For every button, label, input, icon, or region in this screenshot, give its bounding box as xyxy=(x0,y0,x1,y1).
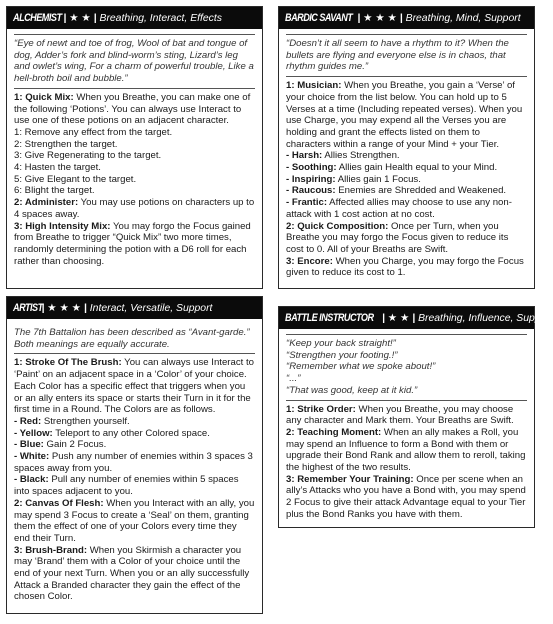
ability-line: - Raucous: Enemies are Shredded and Weakened. xyxy=(286,185,507,197)
ability-line: - Soothing: Allies gain Health equal to your Mind. xyxy=(286,162,498,174)
card-quote: “Keep your back straight!” “Strengthen your footing.!” “Remember what we spoke about!” “...” “That was good, keep at it kid.” xyxy=(286,334,527,401)
ability-line: 3: Remember Your Training: Once per scene when an ally’s Attacks who you have a Bond with, you may spend 2 Focus to give their attack Advantage equal to your Tier plus the Bond Ranks you have with them. xyxy=(286,473,526,520)
ability-line: 1: Remove any effect from the target. xyxy=(14,126,173,138)
ability-line: 5: Give Elegant to the target. xyxy=(14,173,137,185)
ability-line: 2: Strengthen the target. xyxy=(14,138,118,150)
card-name: BATTLE INSTRUCTOR xyxy=(285,312,374,324)
card-rank: | ★ ★ | xyxy=(63,13,97,24)
card-artist xyxy=(6,296,263,614)
card-tags: Breathing, Influence, Support xyxy=(418,312,553,324)
card-alchemist xyxy=(6,6,263,289)
ability-line: 3: Encore: When you Charge, you may forgo the Focus given to reduce its cost to 1. xyxy=(286,255,524,279)
ability-line: 2: Administer: You may use potions on characters up to 4 spaces away. xyxy=(14,197,255,220)
ability-line: - Red: Strengthen yourself. xyxy=(14,415,130,427)
ability-line: 2: Quick Composition: Once per Turn, when you Breathe you may forgo the Focus given to reduce its cost to 0. All of your Breaths are Swift. xyxy=(286,220,509,255)
card-rank: | ★ ★ | xyxy=(382,313,416,324)
ability-line: 3: Give Regenerating to the target. xyxy=(14,150,162,162)
card-rank: | ★ ★ ★ | xyxy=(357,13,403,24)
ability-line: 1: Stroke Of The Brush: You can always use Interact to ‘Paint’ on an adjacent space in a ‘Color’ of your choice. Each Color has a specific effect that triggers when you or an ally enters its space or starts their Turn in it for the first time in a Round. The Colors are as follows. xyxy=(14,357,254,416)
ability-line: 1: Quick Mix: When you Breathe, you can make one of the following ‘Potions’. You can always use Interact to use one of these potions on an adjacent character. xyxy=(14,91,251,127)
card-tags: Breathing, Interact, Effects xyxy=(99,12,222,24)
ability-line: 3: High Intensity Mix: You may forgo the Focus gained from Breathe to trigger “Quick Mix” two more times, randomly determining the potion with a D6 roll for each rather than choosing. xyxy=(14,220,251,267)
card-rank: | ★ ★ ★ | xyxy=(41,303,87,314)
card-quote: “Eye of newt and toe of frog, Wool of bat and tongue of dog, Adder’s fork and blind-worm’s sting, Lizard’s leg and owlet’s wing, For a charm of powerful trouble, Like a hell-broth boil and bubble.” xyxy=(14,34,255,89)
card-name: ALCHEMIST xyxy=(13,12,62,24)
ability-line: - Harsh: Allies Strengthen. xyxy=(286,150,400,162)
ability-line: - Frantic: Affected allies may choose to use any non-attack with 1 cost action at no cost. xyxy=(286,197,512,220)
card-header xyxy=(279,7,534,29)
card-name: BARDIC SAVANT xyxy=(285,12,353,24)
ability-line: - White: Push any number of enemies within 3 spaces 3 spaces away from you. xyxy=(14,451,253,474)
ability-line: 2: Canvas Of Flesh: When you Interact with an ally, you may spend 3 Focus to create a ‘Seal’ on them, granting them the effect of one of your Colors every time they end their Turn. xyxy=(14,497,255,544)
card-header xyxy=(7,297,262,319)
ability-line: - Black: Pull any number of enemies within 5 spaces into spaces adjacent to you. xyxy=(14,474,239,498)
card-header xyxy=(7,7,262,29)
card-tags: Interact, Versatile, Support xyxy=(89,302,213,314)
card-quote: “Doesn’t it all seem to have a rhythm to it? When the bullets are flying and everyone else is in chaos, that rhythm guides me.” xyxy=(286,34,527,77)
ability-line: 3: Brush-Brand: When you Skirmish a character you may ‘Brand’ them with a Color of your choice until the end of your next Turn. When you or an ally successfully Attack a Branded character they gain the effect of the chosen Color. xyxy=(14,544,250,603)
ability-line: - Inspiring: Allies gain 1 Focus. xyxy=(286,173,421,185)
ability-line: - Blue: Gain 2 Focus. xyxy=(14,439,107,451)
ability-line: 1: Musician: When you Breathe, you gain a ‘Verse’ of your choice from the list below. You can hold up to 5 Verses at a time (Including repeated verses). When you use Charge, you may expend all the Verses you are holding and grant the effects listed on them to characters within a range of your Mind + your Tier. xyxy=(286,80,523,150)
card-battle-instructor xyxy=(278,306,553,528)
ability-line: 6: Blight the target. xyxy=(14,185,95,197)
card-name: ARTIST xyxy=(13,302,43,314)
ability-line: 1: Strike Order: When you Breathe, you may choose any character and Mark them. Your Breaths are Swift. xyxy=(286,403,514,427)
ability-line: 4: Hasten the target. xyxy=(14,162,101,174)
card-tags: Breathing, Mind, Support xyxy=(405,12,521,24)
ability-line: 2: Teaching Moment: When an ally makes a Roll, you may spend an Influence to form a Bond with them or upgrade their Bond Rank and allow them to reroll, taking the highest of the two results. xyxy=(286,426,526,474)
card-bardic-savant xyxy=(278,6,535,289)
card-quote: The 7th Battalion has been described as “Avant-garde.” Both meanings are equally accurate. xyxy=(14,324,255,354)
card-header xyxy=(279,307,553,329)
ability-line: - Yellow: Teleport to any other Colored space. xyxy=(14,427,210,439)
